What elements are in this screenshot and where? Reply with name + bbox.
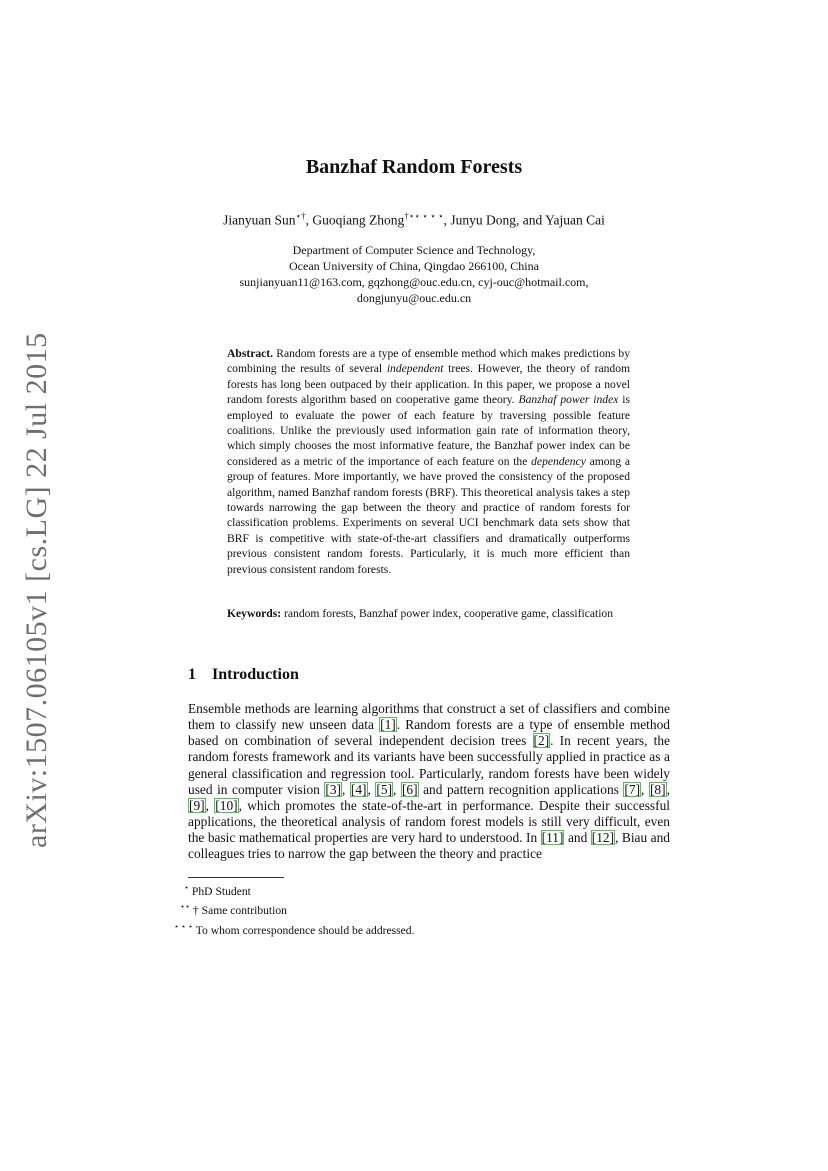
author-mark: ⋆†: [295, 211, 306, 221]
footnote: [174, 899, 415, 918]
citation-link[interactable]: [4]: [350, 781, 367, 797]
keywords-text: random forests, Banzhaf power index, cooperative game, classification: [284, 607, 614, 620]
footnote: [174, 880, 415, 899]
body-text: , which promotes the state-of-the-art in performance. Despite their successful applications, the theoretical analysis of random forest models is still very difficult, even the basic mathematical properties are very hard to understood. In: [188, 797, 671, 846]
arxiv-stamp: arXiv:1507.06105v1 [cs.LG] 22 Jul 2015: [20, 332, 53, 848]
author-name: Jianyuan Sun: [223, 212, 296, 228]
abstract-label: Abstract.: [227, 347, 274, 360]
citation-link[interactable]: [3]: [325, 781, 342, 797]
affiliation-line: Ocean University of China, Qingdao 266100, China: [289, 259, 539, 273]
body-text: and pattern recognition applications: [423, 781, 619, 797]
author-mark: †⋆⋆ ⋆ ⋆ ⋆: [404, 211, 444, 221]
author-names-rest: , Junyu Dong, and Yajuan Cai: [443, 212, 605, 228]
body-text: ,: [393, 781, 397, 797]
body-text: and: [567, 830, 588, 846]
body-text: ,: [342, 781, 346, 797]
section-title: Introduction: [212, 666, 299, 683]
footnote: [174, 919, 415, 938]
body-text: . In recent years, the random forests framework and its variants have been successfully applied in practice as a general classification and regression tool. Particularly, random forests have been widely used in computer vision: [188, 733, 670, 797]
abstract-emphasis: independent: [386, 362, 444, 376]
paper-title: Banzhaf Random Forests: [305, 156, 523, 178]
citation-link[interactable]: [12]: [591, 830, 615, 846]
section-heading: [188, 666, 299, 684]
abstract-emphasis: Banzhaf power index: [518, 393, 619, 407]
footnote-text: † Same contribution: [192, 904, 287, 918]
keywords: [227, 606, 630, 621]
body-text: ,: [666, 781, 670, 797]
citation-link[interactable]: [9]: [189, 797, 205, 813]
affiliation-line: Department of Computer Science and Technology,: [292, 243, 536, 257]
author-list: [0, 211, 828, 229]
citation-link[interactable]: [2]: [533, 733, 550, 749]
footnote-mark: ⋆ ⋆ ⋆: [174, 921, 194, 931]
abstract: [227, 346, 630, 577]
body-text: ,: [205, 797, 209, 813]
abstract-emphasis: dependency: [531, 454, 586, 468]
citation-link[interactable]: [5]: [376, 781, 393, 797]
citation-link[interactable]: [8]: [649, 781, 666, 797]
introduction-paragraph: [188, 701, 670, 863]
affiliation-block: [0, 242, 828, 306]
citation-link[interactable]: [7]: [624, 781, 641, 797]
footnotes: [174, 880, 415, 938]
citation-link[interactable]: [1]: [380, 717, 396, 733]
abstract-text: among a group of features. More importantly, we have proved the consistency of the proposed algorithm, named Banzhaf random forests (BRF). This theoretical analysis takes a step towards narrowing the gap between the theory and practice of random forests for classification problems. Experiments on several UCI benchmark data sets show that BRF is competitive with state-of-the-art classifiers and dramatically outperforms previous consistent random forests. Particularly, it is much more efficient than previous consistent random forests.: [227, 454, 631, 576]
email-line: dongjunyu@ouc.edu.cn: [356, 291, 472, 305]
body-text: Ensemble methods are learning algorithms that construct a set of classifiers and combine them to classify new unseen data: [188, 701, 670, 733]
abstract-text: trees. However, the theory of random forests has long been outpaced by their application. In this paper, we propose a novel random forests algorithm based on cooperative game theory.: [227, 362, 631, 407]
body-text: ,: [367, 781, 371, 797]
footnote-divider: [188, 877, 284, 878]
abstract-text: is employed to evaluate the power of each feature by traversing possible feature coalitions. Unlike the previously used information gain rate of information theory, which simply chooses the most informative feature, the Banzhaf power index can be considered as a metric of the importance of each feature on the: [227, 393, 631, 468]
email-line: sunjianyuan11@163.com, gqzhong@ouc.edu.cn, cyj-ouc@hotmail.com,: [239, 275, 589, 289]
author-name: , Guoqiang Zhong: [305, 212, 405, 228]
citation-link[interactable]: [10]: [215, 797, 238, 813]
keywords-label: Keywords:: [227, 607, 282, 620]
body-text: , Biau and colleagues tries to narrow the gap between the theory and practice: [188, 830, 670, 862]
citation-link[interactable]: [11]: [541, 830, 564, 846]
body-text: ,: [641, 781, 645, 797]
body-text: . Random forests are a type of ensemble method based on combination of several independent decision trees: [188, 717, 670, 749]
footnote-mark: ⋆: [184, 883, 190, 892]
section-number: 1: [188, 666, 196, 683]
footnote-text: To whom correspondence should be addressed.: [195, 923, 415, 937]
footnote-text: PhD Student: [191, 884, 251, 898]
abstract-text: Random forests are a type of ensemble method which makes predictions by combining the results of several: [227, 347, 630, 376]
footnote-mark: ⋆⋆: [180, 902, 191, 912]
citation-link[interactable]: [6]: [401, 781, 418, 797]
